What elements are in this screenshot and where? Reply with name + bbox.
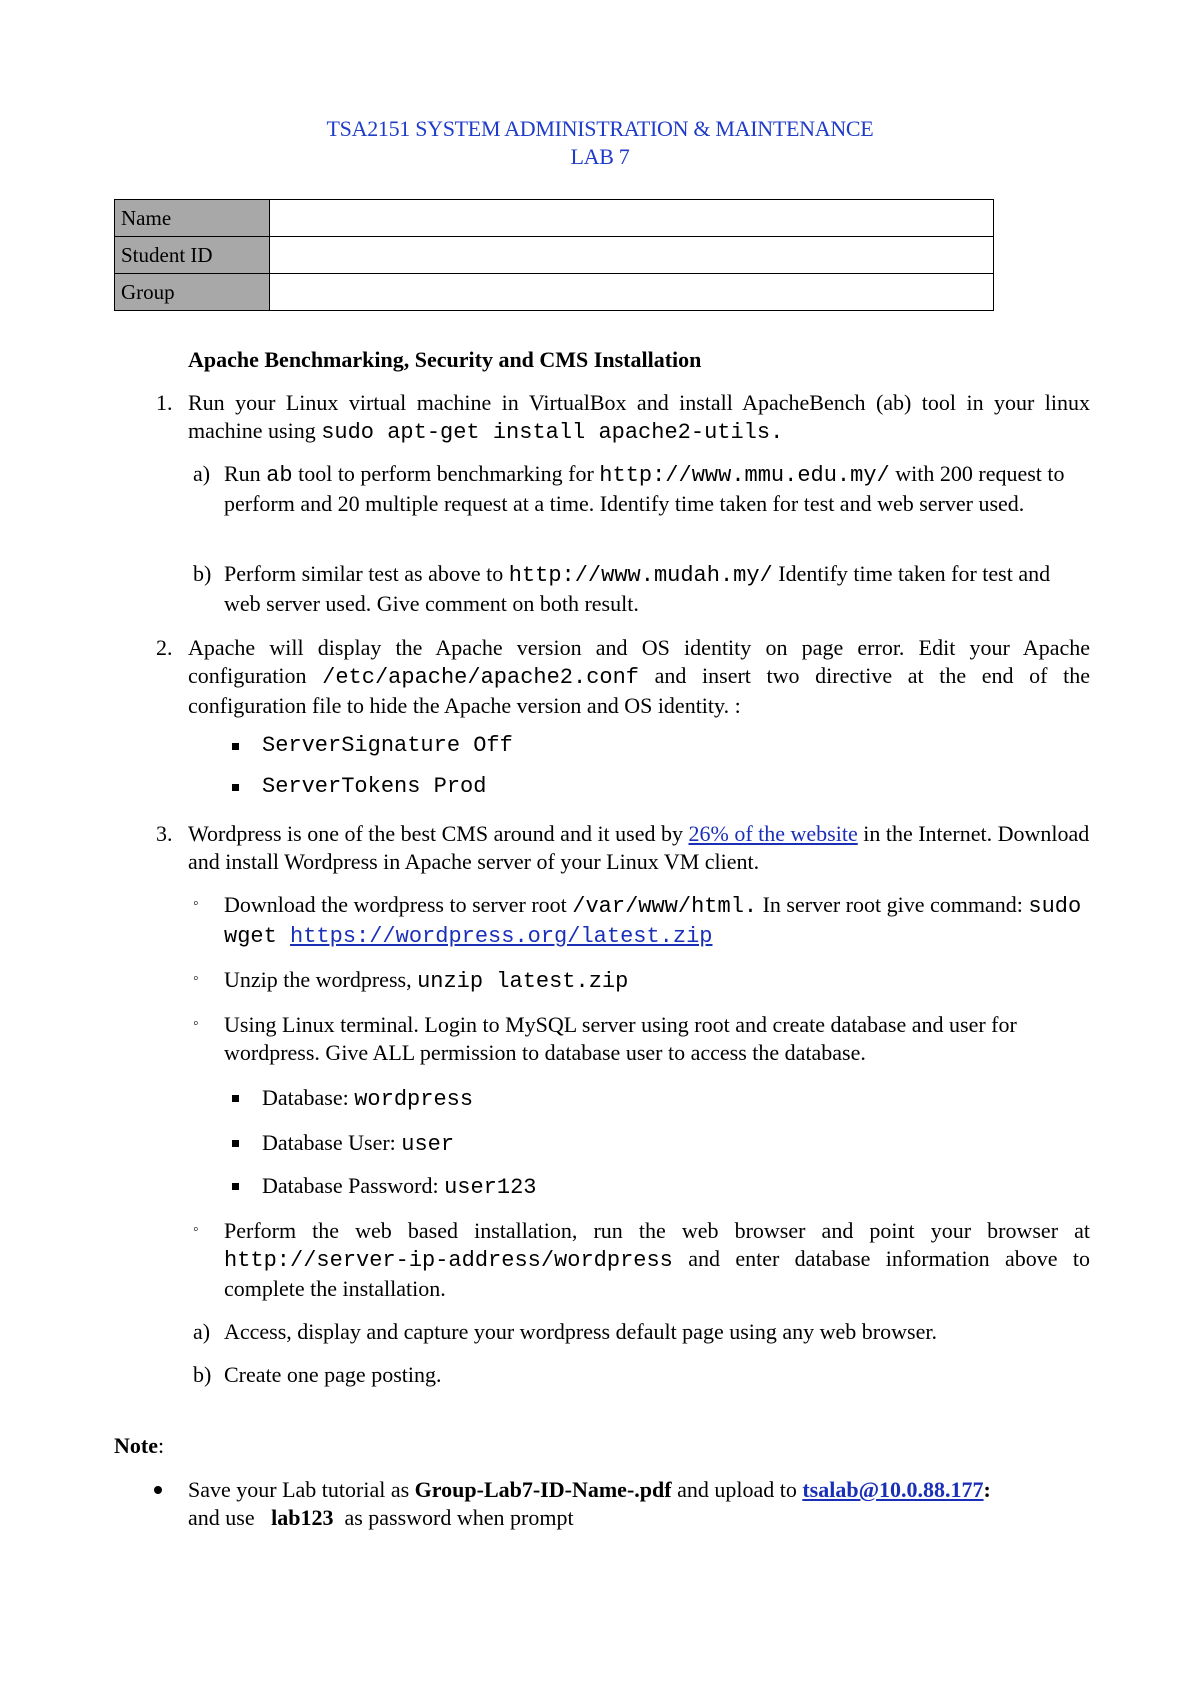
q1a-text: [224, 460, 1090, 518]
bullet-dot-icon: [154, 1486, 162, 1494]
bullet-ring-icon: ◦: [193, 1015, 199, 1032]
db-name-item: [262, 1084, 473, 1114]
name-label: Name: [115, 200, 270, 237]
db-user-value: user: [401, 1132, 455, 1157]
section-heading: Apache Benchmarking, Security and CMS Installation: [188, 347, 702, 372]
bullet-square-icon: [232, 1183, 239, 1190]
q2-number: 2.: [156, 635, 173, 660]
bullet-ring-icon: ◦: [193, 970, 199, 987]
q1-command: sudo apt-get install apache2-utils.: [321, 420, 784, 445]
q3-text-part: Wordpress is one of the best CMS around and it used by: [188, 821, 689, 846]
q3-step-unzip: [224, 966, 1090, 996]
q3-step-text: Perform the web based installation, run the web browser and point your browser at: [224, 1218, 1090, 1243]
db-user-item: [262, 1129, 454, 1159]
q3a-label: a): [193, 1319, 211, 1344]
q3-step-text: Download the wordpress to server root: [224, 892, 573, 917]
upload-password: lab123: [271, 1505, 334, 1530]
course-title: TSA2151 SYSTEM ADMINISTRATION & MAINTENANCE: [326, 116, 874, 141]
note-text-part: and upload to: [671, 1477, 803, 1502]
bullet-ring-icon: ◦: [193, 895, 199, 912]
q2-text: [188, 634, 1090, 720]
db-user-label: Database User:: [262, 1130, 402, 1155]
note-text-part: and use: [188, 1505, 272, 1530]
note-label: Note: [114, 1433, 158, 1458]
directive-server-tokens: ServerTokens Prod: [262, 774, 487, 799]
note-text-part: as password when prompt: [333, 1505, 574, 1530]
note-colon: :: [157, 1433, 165, 1458]
q1b-url: http://www.mudah.my/: [508, 563, 773, 588]
q3a-text: Access, display and capture your wordpress default page using any web browser.: [224, 1319, 937, 1344]
bullet-square-icon: [232, 784, 239, 791]
q3b-label: b): [193, 1362, 212, 1387]
name-field[interactable]: [270, 200, 994, 237]
wget-command: sudo wget: [224, 894, 1082, 949]
bullet-square-icon: [232, 1140, 239, 1147]
q3-step-text: Unzip the wordpress,: [224, 967, 418, 992]
q1b-label: b): [193, 561, 212, 586]
table-row: [115, 274, 994, 311]
db-name-label: Database:: [262, 1085, 355, 1110]
q1a-url: http://www.mmu.edu.my/: [599, 463, 890, 488]
note-text-part: Save your Lab tutorial as: [188, 1477, 415, 1502]
group-label: Group: [115, 274, 270, 311]
q2-text-part: Apache will display the Apache version and OS identity on page error. Edit your Apache configuration: [188, 635, 1090, 688]
q3-step-install: [224, 1217, 1090, 1303]
server-root-path: /var/www/html.: [572, 894, 758, 919]
note-line: [188, 1476, 1090, 1504]
q1-text-part: Run your Linux virtual machine in VirtualBox and install ApacheBench (ab) tool in your linux machine using: [188, 390, 1090, 443]
q3-step-text: In server root give command:: [757, 892, 1029, 917]
q1-number: 1.: [156, 390, 173, 415]
q3-text-part: in the Internet. Download and install Wordpress in Apache server of your Linux VM client.: [188, 821, 1090, 874]
unzip-command: unzip latest.zip: [417, 969, 629, 994]
q1b-text-part: Perform similar test as above to: [224, 561, 509, 586]
q3-number: 3.: [156, 821, 173, 846]
q1b-text-part: Identify time taken for test and web server used. Give comment on both result.: [224, 561, 1051, 616]
db-password-label: Database Password:: [262, 1173, 445, 1198]
student-info-table: [114, 199, 994, 311]
bullet-ring-icon: ◦: [193, 1221, 199, 1238]
note-heading: [114, 1432, 164, 1460]
db-name-value: wordpress: [354, 1087, 474, 1112]
note-text-part: :: [983, 1477, 991, 1502]
directive-server-signature: ServerSignature Off: [262, 733, 513, 758]
q1a-code-ab: ab: [266, 463, 293, 488]
q1a-text-part: with 200 request to perform and 20 multiple request at a time. Identify time taken for test and web server used.: [224, 461, 1065, 516]
db-password-value: user123: [444, 1175, 537, 1200]
website-stats-link[interactable]: 26% of the website: [688, 821, 858, 846]
student-id-field[interactable]: [270, 237, 994, 274]
submission-filename: Group-Lab7-ID-Name-.pdf: [414, 1477, 672, 1502]
install-url: http://server-ip-address/wordpress: [224, 1248, 673, 1273]
table-row: [115, 200, 994, 237]
db-password-item: [262, 1172, 537, 1202]
q3b-text: Create one page posting.: [224, 1362, 442, 1387]
q3-step-mysql: Using Linux terminal. Login to MySQL server using root and create database and user for wordpress. Give ALL permission to database user to access the database.: [224, 1012, 1017, 1065]
q1a-label: a): [193, 461, 211, 486]
note-line: [188, 1504, 1090, 1532]
bullet-square-icon: [232, 1095, 239, 1102]
wordpress-download-link[interactable]: https://wordpress.org/latest.zip: [290, 924, 713, 949]
q3-step-download: [224, 891, 1090, 951]
q1b-text: [224, 560, 1090, 618]
student-id-label: Student ID: [115, 237, 270, 274]
upload-address-link[interactable]: tsalab@10.0.88.177: [802, 1477, 984, 1502]
table-row: [115, 237, 994, 274]
q3-text: [188, 820, 1090, 876]
q1a-text-part: tool to perform benchmarking for: [292, 461, 600, 486]
q2-text-part: and insert two directive at the end of the configuration file to hide the Apache version and OS identity. :: [188, 663, 1090, 718]
q3-step-text: and enter database information above to complete the installation.: [224, 1246, 1090, 1301]
note-text: [188, 1476, 1090, 1532]
bullet-square-icon: [232, 743, 239, 750]
q1a-text-part: Run: [224, 461, 267, 486]
q2-config-path: /etc/apache/apache2.conf: [322, 665, 640, 690]
lab-title: LAB 7: [570, 144, 630, 169]
q1-text: [188, 389, 1090, 447]
group-field[interactable]: [270, 274, 994, 311]
